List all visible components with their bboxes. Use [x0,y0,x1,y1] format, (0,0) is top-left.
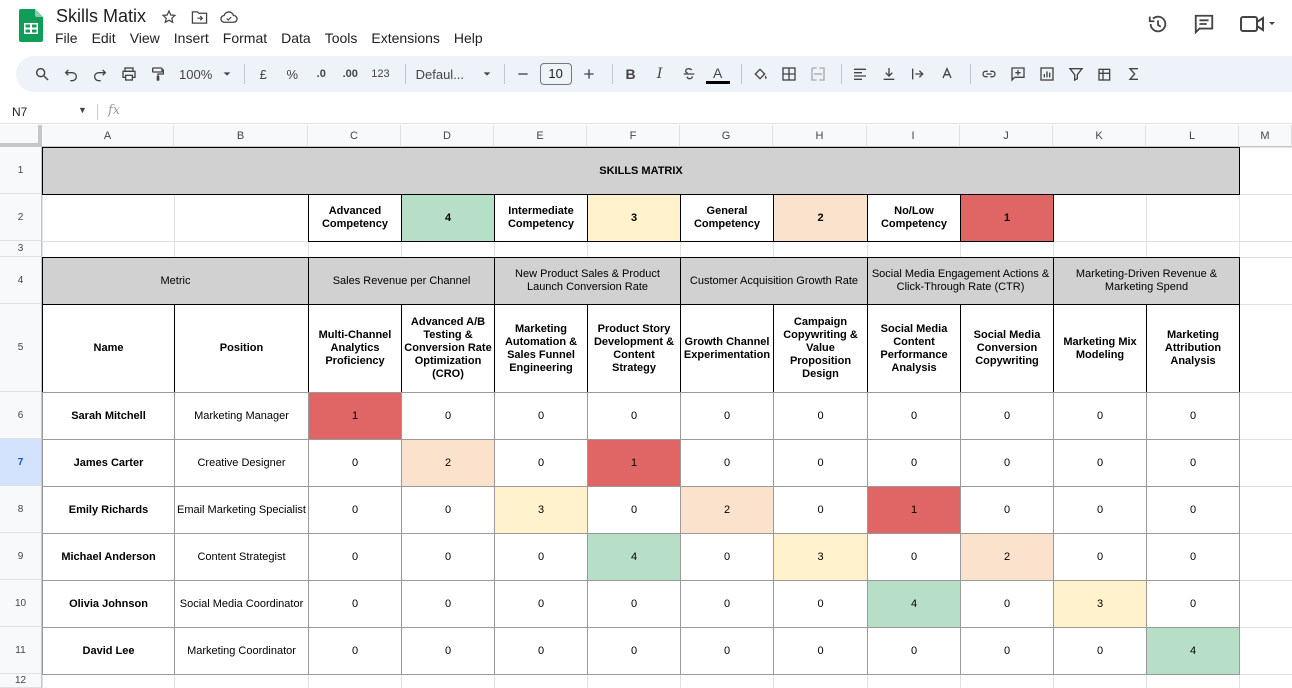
sheet-title-cell[interactable]: SKILLS MATRIX [42,147,1240,195]
person-position-cell[interactable]: Marketing Manager [174,392,309,440]
person-position-cell[interactable]: Email Marketing Specialist [174,486,309,534]
metric-header[interactable]: Metric [42,257,309,305]
score-cell[interactable]: 2 [680,486,774,534]
score-cell[interactable]: 0 [680,533,774,581]
column-header-m[interactable]: M [1239,125,1292,147]
score-cell[interactable]: 0 [773,439,868,487]
filter-icon[interactable] [1064,62,1088,86]
column-header-d[interactable]: D [401,125,494,147]
person-position-cell[interactable]: Creative Designer [174,439,309,487]
skill-header[interactable]: Social Media Conversion Copywriting [960,304,1054,393]
row-header-9[interactable]: 9 [0,533,42,580]
score-cell[interactable]: 0 [867,533,961,581]
skill-header[interactable]: Campaign Copywriting & Value Proposition Design [773,304,868,393]
score-cell[interactable]: 3 [494,486,588,534]
toolbar-divider [841,64,842,84]
score-cell[interactable]: 0 [680,439,774,487]
filter-views-icon[interactable] [1093,62,1117,86]
row-header-5[interactable]: 5 [0,304,42,392]
bold-button[interactable]: B [625,66,636,82]
score-cell[interactable]: 0 [867,392,961,440]
menu-tools[interactable]: Tools [324,30,358,46]
insert-link-icon[interactable] [977,62,1001,86]
skill-header[interactable]: Marketing Automation & Sales Funnel Engineering [494,304,588,393]
menu-insert[interactable]: Insert [173,30,209,46]
score-cell[interactable]: 0 [1146,439,1240,487]
score-cell[interactable]: 0 [680,392,774,440]
functions-icon[interactable] [1122,62,1146,86]
column-header-j[interactable]: J [960,125,1053,147]
score-cell[interactable]: 0 [960,580,1054,628]
font-family-select[interactable]: Defaul... [415,66,465,82]
zoom-select[interactable]: 100% [179,66,213,82]
score-cell[interactable]: 0 [1053,392,1147,440]
formula-divider [97,104,98,120]
move-folder-icon[interactable] [188,8,210,26]
score-cell[interactable]: 0 [587,627,681,675]
score-cell[interactable]: 0 [308,486,402,534]
score-cell[interactable]: 0 [680,627,774,675]
insert-chart-icon[interactable] [1035,62,1059,86]
row-header-10[interactable]: 10 [0,580,42,627]
score-cell[interactable]: 0 [494,439,588,487]
score-cell[interactable]: 0 [867,627,961,675]
row-header-8[interactable]: 8 [0,486,42,533]
score-cell[interactable]: 0 [1053,533,1147,581]
score-cell[interactable]: 0 [1146,533,1240,581]
document-title[interactable]: Skills Matix [56,6,147,26]
metric-group-header[interactable]: Sales Revenue per Channel [308,257,495,305]
column-header-b[interactable]: B [174,125,308,147]
text-color-button[interactable]: A [706,64,730,84]
score-cell[interactable]: 0 [401,580,495,628]
print-icon[interactable] [117,62,141,86]
score-cell[interactable]: 2 [401,439,495,487]
menu-bar [48,29,490,47]
skill-header[interactable]: Multi-Channel Analytics Proficiency [308,304,402,393]
score-cell[interactable]: 0 [867,439,961,487]
score-cell[interactable]: 0 [308,580,402,628]
score-cell[interactable]: 0 [494,392,588,440]
score-cell[interactable]: 0 [494,627,588,675]
format-percent-button[interactable]: % [286,66,299,82]
menu-help[interactable]: Help [453,30,483,46]
toolbar-divider [405,64,406,84]
toolbar-divider [970,64,971,84]
score-cell[interactable]: 0 [773,486,868,534]
name-column-header[interactable]: Name [42,304,175,393]
score-cell[interactable]: 0 [587,580,681,628]
legend-value[interactable]: 4 [401,194,495,242]
person-name-cell[interactable]: Emily Richards [42,486,175,534]
legend-label[interactable]: Advanced Competency [308,194,402,242]
position-column-header[interactable]: Position [174,304,309,393]
skill-header[interactable]: Social Media Content Performance Analysis [867,304,961,393]
score-cell[interactable]: 3 [1053,580,1147,628]
increase-decimal-button[interactable]: .00 [342,68,358,80]
chevron-down-icon[interactable] [481,62,493,86]
score-cell[interactable]: 0 [308,533,402,581]
column-header-k[interactable]: K [1053,125,1146,147]
legend-value[interactable]: 2 [773,194,868,242]
score-cell[interactable]: 0 [960,627,1054,675]
toolbar-divider [244,64,245,84]
person-name-cell[interactable]: Olivia Johnson [42,580,175,628]
vertical-align-icon[interactable] [877,62,901,86]
score-cell[interactable]: 0 [680,580,774,628]
horizontal-align-icon[interactable] [848,62,872,86]
metric-group-header[interactable]: Marketing-Driven Revenue & Marketing Spend [1053,257,1240,305]
text-wrapping-icon[interactable] [906,62,930,86]
increase-font-size-icon[interactable] [577,62,601,86]
menu-view[interactable]: View [129,30,160,46]
name-box[interactable]: N7 [12,105,28,119]
row-header-1[interactable]: 1 [0,147,42,194]
text-rotation-icon[interactable] [935,62,959,86]
format-currency-button[interactable]: £ [259,66,267,82]
score-cell[interactable]: 0 [1146,392,1240,440]
formula-input[interactable] [130,105,1230,119]
merge-cells-icon[interactable] [806,62,830,86]
score-cell[interactable]: 0 [494,580,588,628]
metric-group-header[interactable]: New Product Sales & Product Launch Conversion Rate [494,257,681,305]
score-cell[interactable]: 0 [308,439,402,487]
person-position-cell[interactable]: Marketing Coordinator [174,627,309,675]
score-cell[interactable]: 2 [960,533,1054,581]
decrease-decimal-button[interactable]: .0 [316,68,326,80]
comments-icon[interactable] [1192,12,1216,36]
row-header-7[interactable]: 7 [0,439,42,486]
toolbar-divider [741,64,742,84]
star-icon[interactable] [158,8,180,26]
function-fx-icon: fx [108,103,121,118]
score-cell[interactable]: 1 [587,439,681,487]
menu-edit[interactable]: Edit [91,30,116,46]
skill-header[interactable]: Marketing Attribution Analysis [1146,304,1240,393]
row-header-6[interactable]: 6 [0,392,42,439]
score-cell[interactable]: 0 [773,580,868,628]
legend-value[interactable]: 3 [587,194,681,242]
score-cell[interactable]: 0 [773,392,868,440]
meet-video-icon[interactable] [1238,12,1278,36]
legend-label[interactable]: No/Low Competency [867,194,961,242]
sheets-logo-icon[interactable] [19,9,43,42]
row-header-4[interactable]: 4 [0,257,42,304]
skill-header[interactable]: Product Story Development & Content Strategy [587,304,681,393]
score-cell[interactable]: 0 [401,392,495,440]
fill-color-icon[interactable] [748,62,772,86]
chevron-down-icon[interactable]: ▼ [78,105,87,115]
person-name-cell[interactable]: David Lee [42,627,175,675]
skill-header[interactable]: Advanced A/B Testing & Conversion Rate Optimization (CRO) [401,304,495,393]
score-cell[interactable]: 4 [587,533,681,581]
person-position-cell[interactable]: Content Strategist [174,533,309,581]
score-cell[interactable]: 0 [1146,486,1240,534]
title-bar [0,0,1292,52]
column-header-f[interactable]: F [587,125,680,147]
person-name-cell[interactable]: Sarah Mitchell [42,392,175,440]
toolbar [16,56,1292,92]
toolbar-divider [612,64,613,84]
strikethrough-icon[interactable] [677,62,701,86]
skill-header[interactable]: Marketing Mix Modeling [1053,304,1147,393]
column-header-g[interactable]: G [680,125,773,147]
decrease-font-size-icon[interactable] [511,62,535,86]
score-cell[interactable]: 0 [773,627,868,675]
redo-icon[interactable] [88,62,112,86]
person-position-cell[interactable]: Social Media Coordinator [174,580,309,628]
score-cell[interactable]: 0 [960,439,1054,487]
score-cell[interactable]: 0 [587,486,681,534]
legend-label[interactable]: Intermediate Competency [494,194,588,242]
score-cell[interactable]: 0 [1053,486,1147,534]
score-cell[interactable]: 0 [960,392,1054,440]
undo-icon[interactable] [59,62,83,86]
score-cell[interactable]: 0 [401,533,495,581]
score-cell[interactable]: 0 [494,533,588,581]
score-cell[interactable]: 0 [308,627,402,675]
search-menus-icon[interactable] [30,62,54,86]
column-header-h[interactable]: H [773,125,867,147]
column-header-i[interactable]: I [867,125,960,147]
paint-format-icon[interactable] [146,62,170,86]
row-header-11[interactable]: 11 [0,627,42,674]
legend-label[interactable]: General Competency [680,194,774,242]
row-header-2[interactable]: 2 [0,194,42,241]
metric-group-header[interactable]: Social Media Engagement Actions & Click-Through Rate (CTR) [867,257,1054,305]
insert-comment-icon[interactable] [1006,62,1030,86]
score-cell[interactable]: 3 [773,533,868,581]
metric-group-header[interactable]: Customer Acquisition Growth Rate [680,257,868,305]
column-header-l[interactable]: L [1146,125,1239,147]
score-cell[interactable]: 0 [1146,580,1240,628]
score-cell[interactable]: 0 [1053,439,1147,487]
score-cell[interactable]: 4 [867,580,961,628]
menu-format[interactable]: Format [222,30,268,46]
score-cell[interactable]: 1 [308,392,402,440]
font-size-input[interactable]: 10 [540,63,572,85]
chevron-down-icon[interactable] [221,62,233,86]
cloud-status-icon[interactable] [218,8,240,26]
column-header-a[interactable]: A [42,125,174,147]
score-cell[interactable]: 0 [401,627,495,675]
borders-icon[interactable] [777,62,801,86]
select-all-corner[interactable] [0,125,42,147]
person-name-cell[interactable]: Michael Anderson [42,533,175,581]
score-cell[interactable]: 0 [401,486,495,534]
legend-value[interactable]: 1 [960,194,1054,242]
formula-bar [0,100,1292,124]
row-header-12[interactable]: 12 [0,674,42,688]
more-formats-button[interactable]: 123 [371,68,390,80]
row-header-3[interactable]: 3 [0,241,42,257]
score-cell[interactable]: 4 [1146,627,1240,675]
toolbar-divider [504,64,505,84]
italic-button[interactable]: I [656,66,663,82]
score-cell[interactable]: 0 [1053,627,1147,675]
score-cell[interactable]: 0 [960,486,1054,534]
score-cell[interactable]: 0 [587,392,681,440]
column-header-c[interactable]: C [308,125,401,147]
version-history-icon[interactable] [1146,12,1170,36]
menu-data[interactable]: Data [281,30,311,46]
column-header-e[interactable]: E [494,125,587,147]
score-cell[interactable]: 1 [867,486,961,534]
menu-extensions[interactable]: Extensions [371,30,440,46]
menu-file[interactable]: File [55,30,78,46]
skill-header[interactable]: Growth Channel Experimentation [680,304,774,393]
person-name-cell[interactable]: James Carter [42,439,175,487]
